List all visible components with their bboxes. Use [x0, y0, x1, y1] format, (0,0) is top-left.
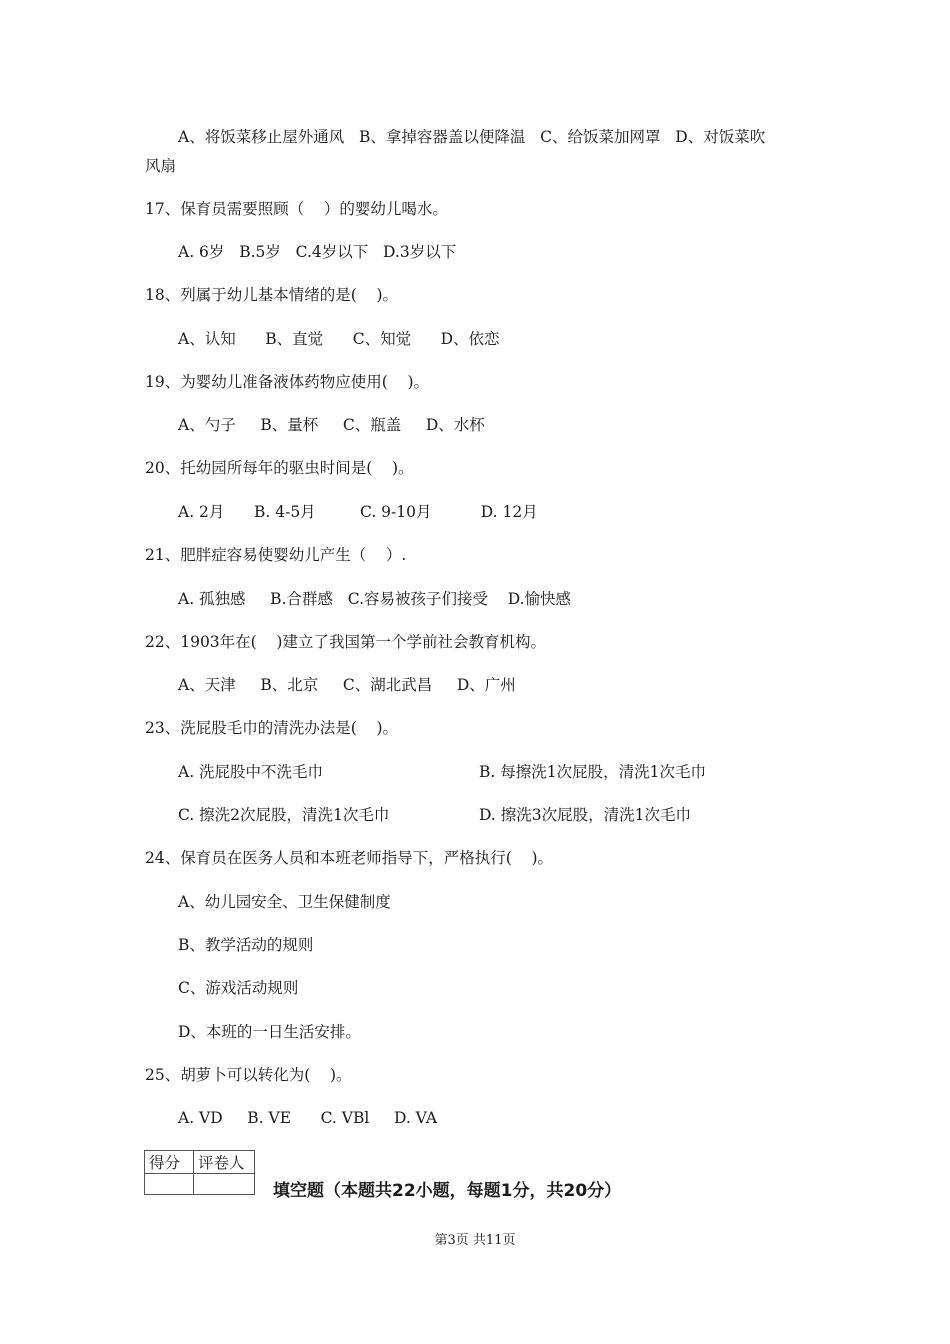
question-21: 21、肥胖症容易使婴幼儿产生（ ）.: [145, 546, 407, 564]
q25-options: A. VD B. VE C. VBl D. VA: [178, 1109, 438, 1127]
q23-option-a: A. 洗屁股中不洗毛巾: [178, 763, 324, 781]
q18-options: A、认知 B、直觉 C、知觉 D、依恋: [178, 330, 500, 348]
q19-options: A、勺子 B、量杯 C、瓶盖 D、水杯: [178, 416, 485, 434]
q17-options: A. 6岁 B.5岁 C.4岁以下 D.3岁以下: [178, 243, 457, 261]
q24-option-b: B、教学活动的规则: [178, 936, 314, 954]
score-table-header: [145, 1151, 255, 1174]
page-footer: 第3页 共11页: [434, 1233, 516, 1248]
q23-option-d: D. 擦洗3次屁股，清洗1次毛巾: [479, 806, 691, 824]
q22-options: A、天津 B、北京 C、湖北武昌 D、广州: [178, 676, 516, 694]
section-title: 填空题（本题共22小题，每题1分，共20分）: [273, 1181, 622, 1201]
score-table: [144, 1150, 255, 1195]
score-label: 得分: [145, 1151, 194, 1174]
q23-option-c: C. 擦洗2次屁股，清洗1次毛巾: [178, 806, 390, 824]
q20-options: A. 2月 B. 4-5月 C. 9-10月 D. 12月: [178, 503, 538, 521]
question-24: 24、保育员在医务人员和本班老师指导下，严格执行( )。: [145, 849, 554, 867]
q24-option-d: D、本班的一日生活安排。: [178, 1023, 361, 1041]
score-cell: [145, 1174, 194, 1195]
question-20: 20、托幼园所每年的驱虫时间是( )。: [145, 459, 414, 477]
q16-options: A、将饭菜移止屋外通风 B、拿掉容器盖以便降温 C、给饭菜加网罩 D、对饭菜吹: [178, 128, 766, 146]
question-23: 23、洗屁股毛巾的清洗办法是( )。: [145, 719, 399, 737]
q23-option-b: B. 每擦洗1次屁股，清洗1次毛巾: [479, 763, 706, 781]
q24-option-c: C、游戏活动规则: [178, 979, 299, 997]
grader-cell: [194, 1174, 255, 1195]
question-22: 22、1903年在( )建立了我国第一个学前社会教育机构。: [145, 633, 546, 651]
q16-options-continued: 风扇: [145, 157, 177, 175]
q21-options: A. 孤独感 B.合群感 C.容易被孩子们接受 D.愉快感: [178, 590, 572, 608]
score-table-blank-row: [145, 1174, 255, 1195]
question-25: 25、胡萝卜可以转化为( )。: [145, 1066, 352, 1084]
grader-label: 评卷人: [194, 1151, 255, 1174]
q24-option-a: A、幼儿园安全、卫生保健制度: [178, 893, 391, 911]
question-18: 18、列属于幼儿基本情绪的是( )。: [145, 286, 399, 304]
question-19: 19、为婴幼儿准备液体药物应使用( )。: [145, 373, 430, 391]
question-17: 17、保育员需要照顾（ ）的婴幼儿喝水。: [145, 200, 448, 218]
